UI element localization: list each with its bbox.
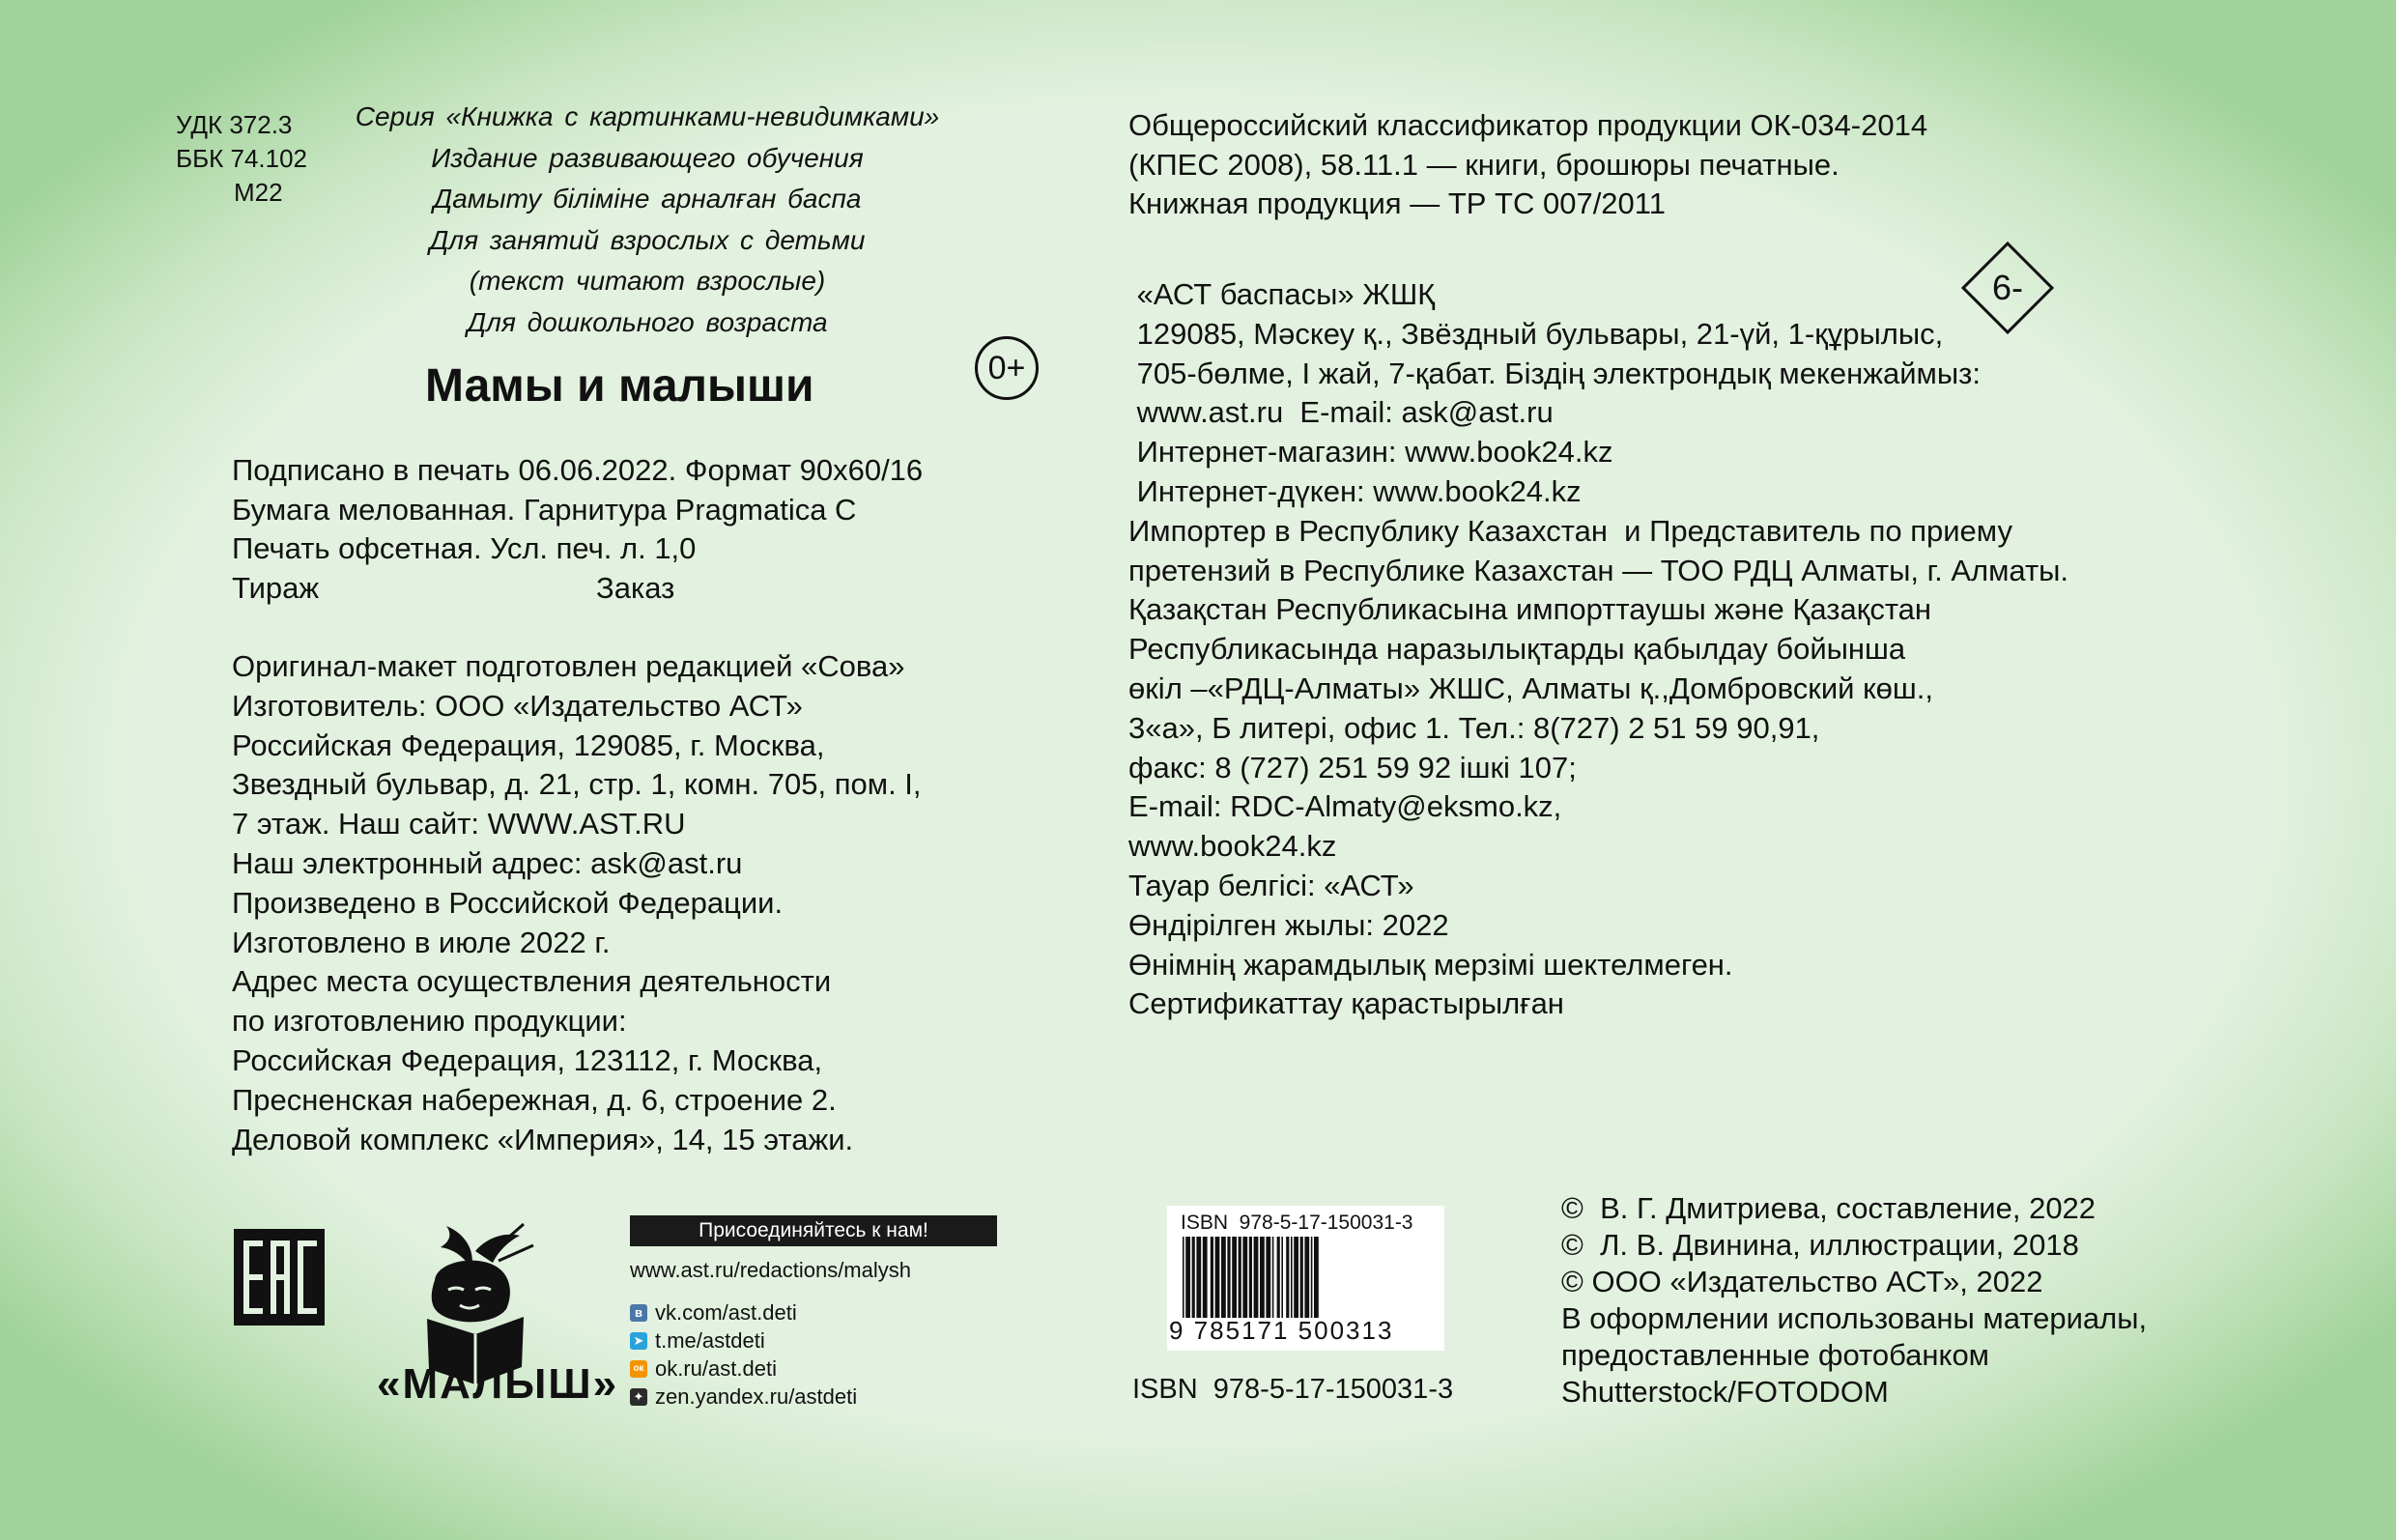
barcode-bar — [1183, 1237, 1184, 1318]
social-link-vk[interactable] — [630, 1298, 857, 1326]
social-link-telegram[interactable] — [630, 1326, 857, 1355]
manufacturer-block — [232, 647, 922, 1159]
kz-info-line: Импортер в Республику Казахстан и Представитель по приему — [1128, 513, 2012, 548]
barcode-bar — [1239, 1237, 1241, 1318]
kz-info-line: E-mail: RDC-Almaty@eksmo.kz, — [1128, 789, 1562, 824]
age-rating-badge: 0+ — [975, 336, 1039, 400]
maker-line: Пресненская набережная, д. 6, строение 2. — [232, 1082, 837, 1117]
series-line: Для дошкольного возраста — [467, 306, 828, 337]
copyright-line: Shutterstock/FOTODOM — [1561, 1375, 1889, 1409]
print-info-line: Подписано в печать 06.06.2022. Формат 90x60/16 — [232, 453, 924, 487]
bbk-code: ББК 74.102 — [176, 144, 308, 173]
barcode-digits: 9 785171 500313 — [1169, 1316, 1394, 1345]
copyright-line: В оформлении использованы материалы, — [1561, 1301, 2148, 1335]
vk-icon: в — [630, 1304, 647, 1322]
kz-info-line: 129085, Мәскеу қ., Звёздный бульвары, 21-үй, 1-құрылыс, — [1128, 316, 1944, 351]
social-links — [630, 1298, 857, 1411]
barcode-bar — [1294, 1237, 1298, 1318]
product-classifier-block — [1128, 106, 1927, 224]
odnoklassniki-icon: ок — [630, 1360, 647, 1378]
series-line: Издание развивающего обучения — [431, 142, 864, 173]
kz-info-line: Өнімнің жарамдылық мерзімі шектелмеген. — [1128, 947, 1733, 982]
maker-line: Изготовитель: ООО «Издательство АСТ» — [232, 688, 803, 723]
tirazh-zakaz-row — [232, 569, 923, 609]
barcode-bar — [1221, 1237, 1226, 1318]
barcode-isbn-label: ISBN 978-5-17-150031-3 — [1181, 1212, 1413, 1234]
maker-line: по изготовлению продукции: — [232, 1004, 627, 1039]
kz-info-line: факс: 8 (727) 251 59 92 ішкі 107; — [1128, 750, 1577, 784]
telegram-icon: ➤ — [630, 1332, 647, 1350]
book-title: Мамы и малыши — [425, 360, 814, 412]
zakaz-label: Заказ — [596, 570, 675, 605]
barcode-bar — [1254, 1237, 1259, 1318]
kz-info-line: Интернет-магазин: www.book24.kz — [1128, 435, 1613, 470]
maker-line: Российская Федерация, 129085, г. Москва, — [232, 727, 825, 762]
kz-info-line: Қазақстан Республикасына импорттаушы және Қазақстан — [1128, 592, 1932, 627]
udk-code: УДК 372.3 — [176, 110, 293, 139]
kz-info-line: өкіл –«РДЦ-Алматы» ЖШС, Алматы қ.,Домбровский көш., — [1128, 670, 1933, 705]
barcode-bar — [1232, 1237, 1237, 1318]
copyright-block — [1561, 1190, 2147, 1411]
join-us-banner: Присоединяйтесь к нам! — [630, 1215, 997, 1246]
barcode-bar — [1242, 1237, 1247, 1318]
tirazh-label: Тираж — [232, 570, 320, 605]
kz-info-line: претензий в Республике Казахстан — ТОО РДЦ Алматы, г. Алматы. — [1128, 553, 2069, 587]
copyright-line: © ООО «Издательство АСТ», 2022 — [1561, 1265, 2043, 1298]
maker-line: Российская Федерация, 123112, г. Москва, — [232, 1042, 823, 1077]
copyright-line: © В. Г. Дмитриева, составление, 2022 — [1561, 1191, 2096, 1225]
series-block — [319, 97, 976, 343]
barcode-bar — [1272, 1237, 1274, 1318]
series-line: Серия «Книжка с картинками-невидимками» — [355, 101, 940, 131]
kz-info-line: www.book24.kz — [1128, 829, 1337, 864]
barcode-bar — [1249, 1237, 1252, 1318]
zen-icon: ✦ — [630, 1388, 647, 1406]
classifier-line: Книжная продукция — ТР ТС 007/2011 — [1128, 186, 1666, 220]
social-link-text: ok.ru/ast.deti — [655, 1356, 777, 1381]
social-link-text: zen.yandex.ru/astdeti — [655, 1384, 858, 1409]
copyright-line: предоставленные фотобанком — [1561, 1338, 1989, 1372]
barcode-bar — [1311, 1237, 1313, 1318]
social-link-zen[interactable] — [630, 1383, 857, 1411]
barcode-bar — [1196, 1237, 1201, 1318]
kz-info-line: 3«а», Б литері, офис 1. Тел.: 8(727) 2 51 59 90,91, — [1128, 710, 1820, 745]
maker-line: Звездный бульвар, д. 21, стр. 1, комн. 705, пом. I, — [232, 767, 922, 802]
barcode-bar — [1227, 1237, 1230, 1318]
maker-line: Изготовлено в июле 2022 г. — [232, 925, 611, 959]
author-mark: М22 — [234, 178, 283, 207]
barcode-bar — [1286, 1237, 1289, 1318]
barcode-bars — [1181, 1237, 1434, 1323]
print-info-line: Печать офсетная. Усл. печ. л. 1,0 — [232, 531, 697, 565]
barcode-bar — [1260, 1237, 1265, 1318]
barcode-bar — [1304, 1237, 1309, 1318]
kz-info-line: «АСТ баспасы» ЖШҚ — [1128, 277, 1436, 311]
barcode-bar — [1203, 1237, 1208, 1318]
barcode-bar — [1211, 1237, 1213, 1318]
maker-line: Деловой комплекс «Империя», 14, 15 этажи. — [232, 1122, 854, 1156]
kz-info-line: Интернет-дүкен: www.book24.kz — [1128, 473, 1582, 508]
publisher-link[interactable]: www.ast.ru/redactions/malysh — [630, 1258, 911, 1282]
barcode-bar — [1291, 1237, 1293, 1318]
maker-line: Адрес места осуществления деятельности — [232, 964, 832, 999]
maker-line: Произведено в Российской Федерации. — [232, 885, 784, 920]
barcode-bar — [1185, 1237, 1190, 1318]
age-rating-kz: 6- — [1991, 268, 2023, 307]
series-line: Для занятий взрослых с детьми — [429, 224, 866, 255]
print-info-block — [232, 451, 923, 608]
classifier-line: Общероссийский классификатор продукции ОК-034-2014 — [1128, 108, 1928, 142]
copyright-line: © Л. В. Двинина, иллюстрации, 2018 — [1561, 1228, 2079, 1262]
classification-codes — [176, 108, 307, 210]
kazakhstan-info-block — [1128, 275, 2068, 1024]
kz-info-line: Сертификаттау қарастырылған — [1128, 986, 1564, 1021]
maker-line: 7 этаж. Наш сайт: WWW.AST.RU — [232, 807, 686, 841]
social-link-text: t.me/astdeti — [655, 1328, 765, 1353]
malysh-logo-text: «МАЛЫШ» — [377, 1360, 619, 1408]
barcode-bar — [1314, 1237, 1319, 1318]
barcode-bar — [1266, 1237, 1270, 1318]
isbn-number: ISBN 978-5-17-150031-3 — [1132, 1374, 1454, 1405]
barcode-bar — [1215, 1237, 1220, 1318]
social-link-ok[interactable] — [630, 1355, 857, 1383]
maker-line: Оригинал-макет подготовлен редакцией «Сова» — [232, 649, 905, 683]
kz-info-line: Тауар белгісі: «АСТ» — [1128, 868, 1414, 902]
barcode-bar — [1277, 1237, 1280, 1318]
social-link-text: vk.com/ast.deti — [655, 1300, 797, 1325]
kz-info-line: Өндірілген жылы: 2022 — [1128, 907, 1449, 942]
kz-info-line: 705-бөлме, I жай, 7-қабат. Біздің электрондық мекенжаймыз: — [1128, 356, 1981, 390]
series-line: Дамыту біліміне арналған баспа — [433, 184, 862, 214]
barcode-bar — [1300, 1237, 1303, 1318]
barcode-bar — [1281, 1237, 1283, 1318]
maker-line: Наш электронный адрес: ask@ast.ru — [232, 845, 743, 880]
kz-info-line: Республикасында наразылықтарды қабылдау бойынша — [1128, 632, 1906, 667]
print-info-line: Бумага мелованная. Гарнитура Pragmatica C — [232, 492, 857, 527]
classifier-line: (КПЕС 2008), 58.11.1 — книги, брошюры печатные. — [1128, 147, 1840, 182]
eac-mark-icon — [234, 1229, 325, 1326]
series-line: (текст читают взрослые) — [469, 266, 826, 296]
barcode-bar — [1192, 1237, 1195, 1318]
kz-info-line: www.ast.ru E-mail: ask@ast.ru — [1128, 395, 1554, 430]
